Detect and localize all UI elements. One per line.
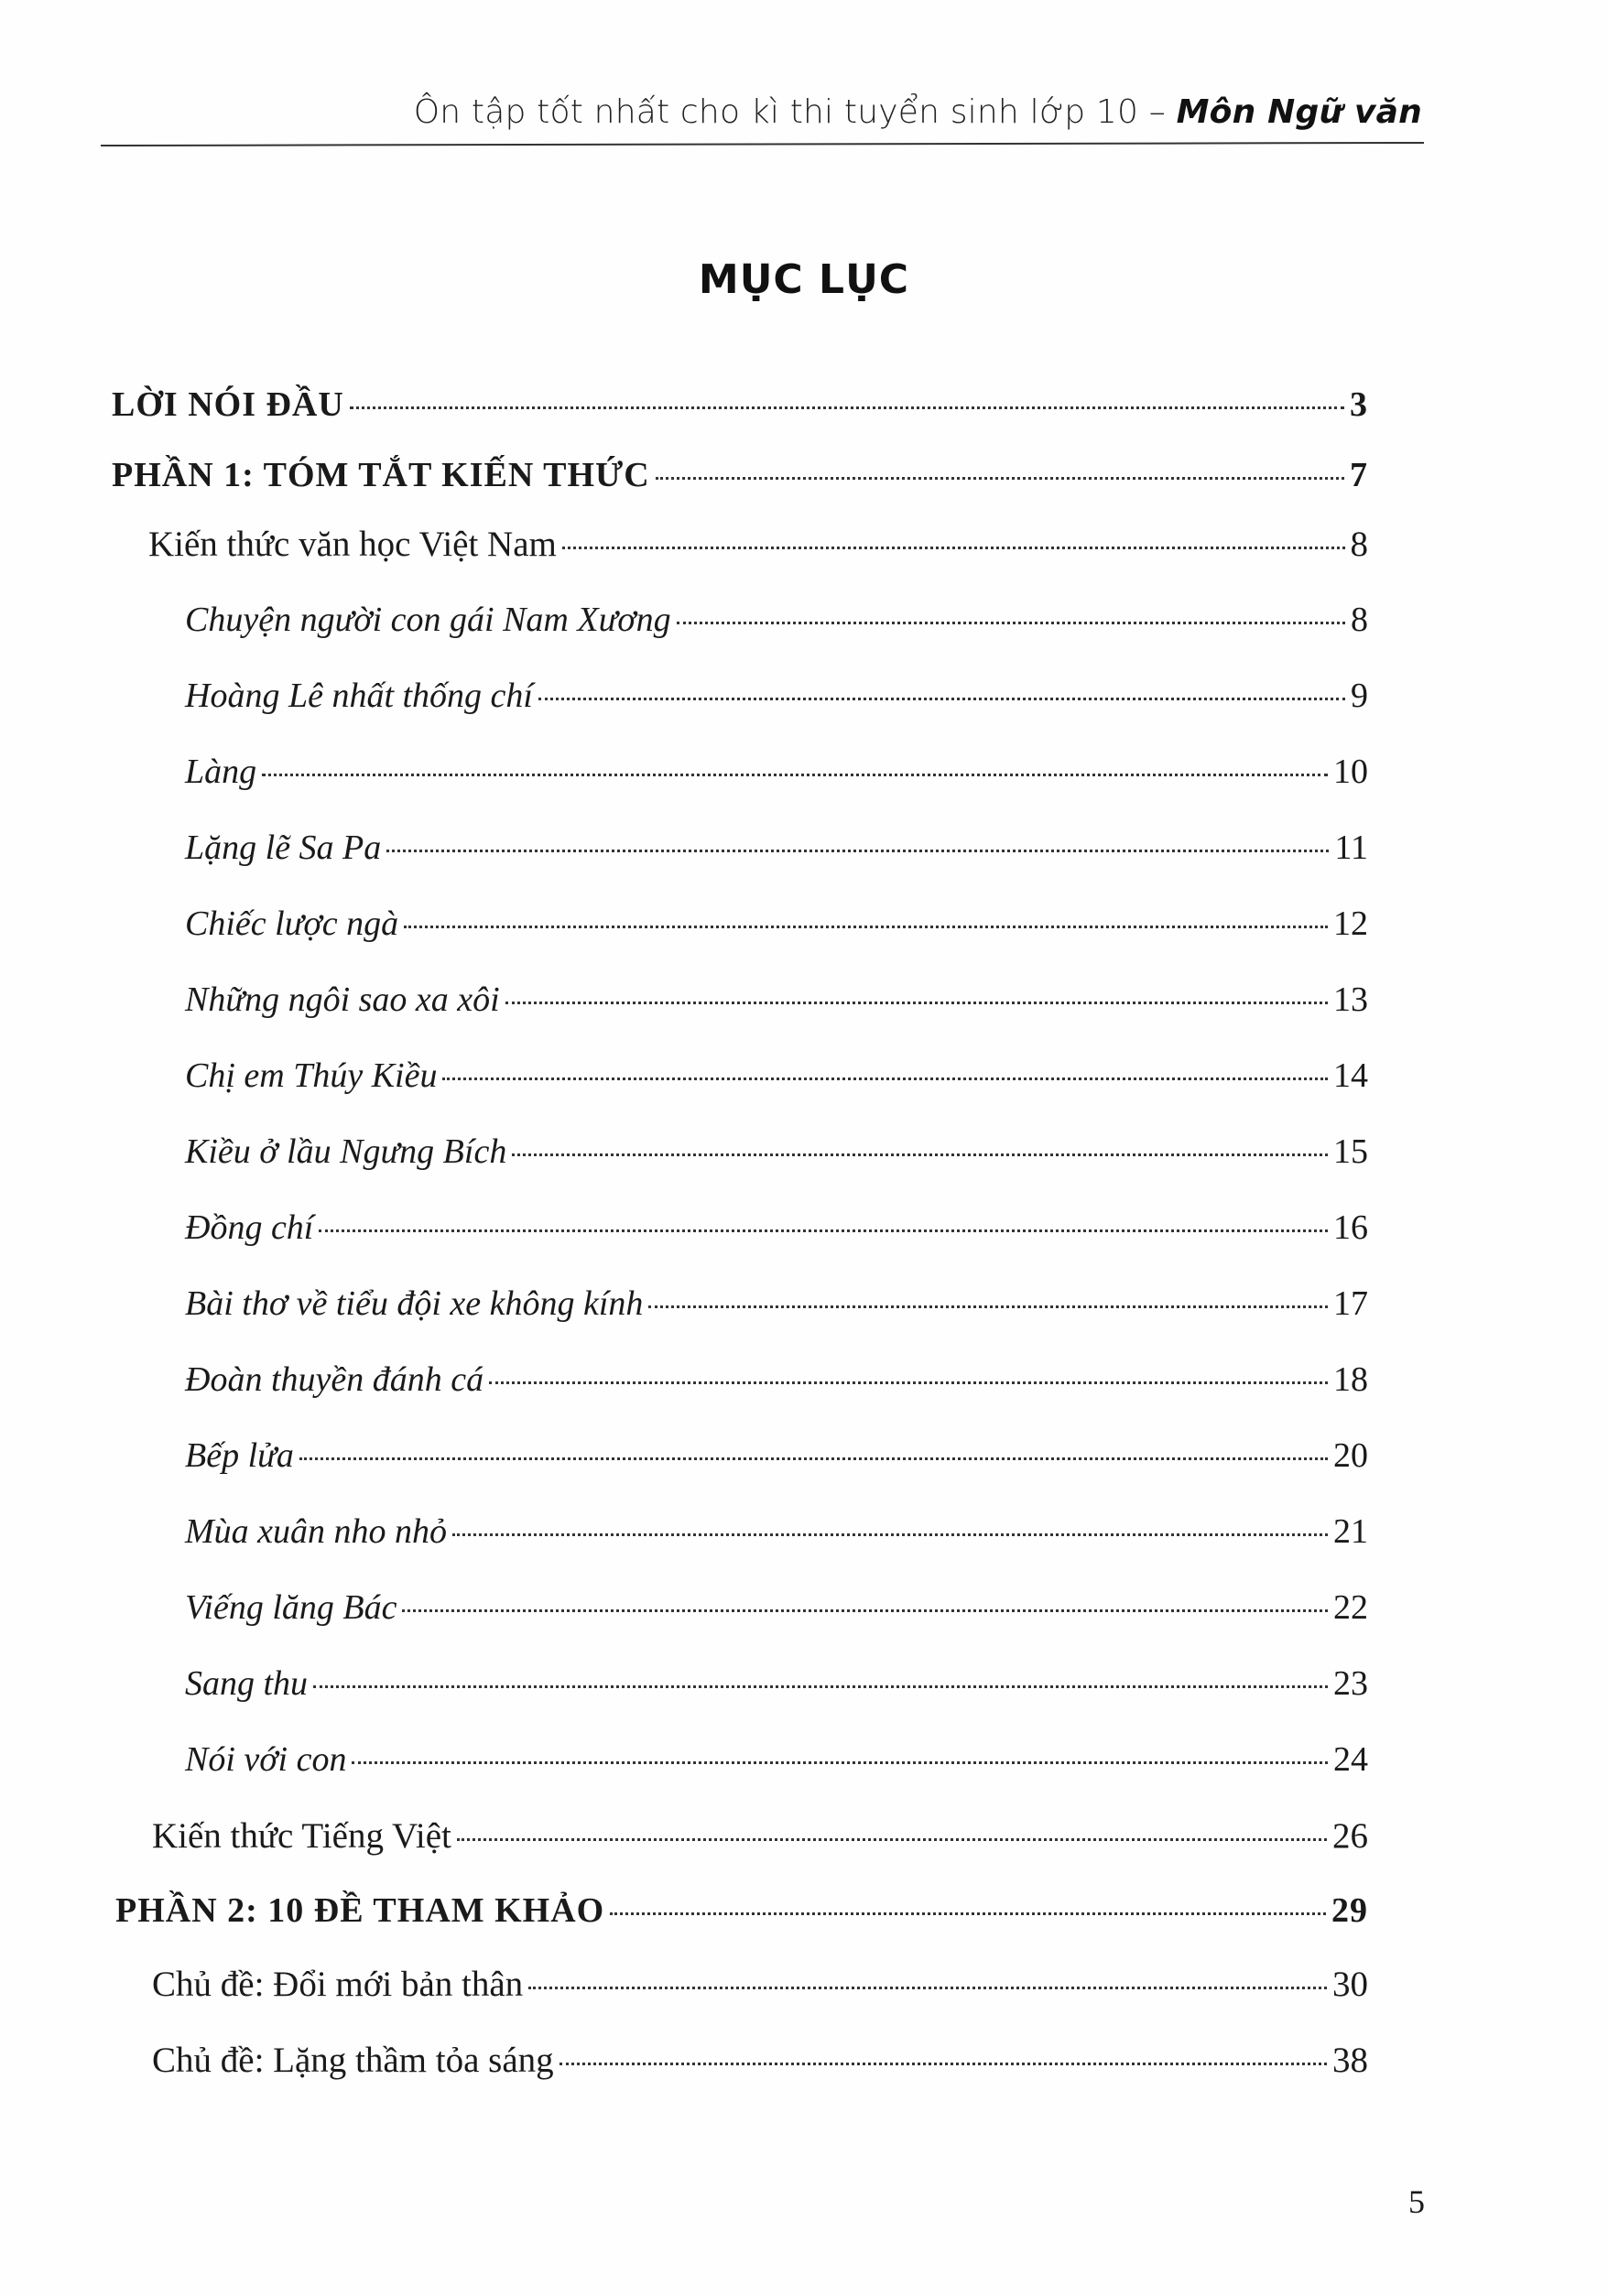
- toc-item-page: 13: [1333, 980, 1368, 1019]
- toc-item[interactable]: [185, 1739, 1368, 1780]
- toc-item-label: Nói với con: [185, 1740, 347, 1779]
- dot-leader: [262, 774, 1328, 776]
- toc-item[interactable]: [185, 676, 1368, 716]
- toc-item[interactable]: [185, 1056, 1368, 1096]
- toc-item[interactable]: [185, 600, 1368, 640]
- toc-entry-page: 8: [1350, 525, 1368, 564]
- toc-item-label: Những ngôi sao xa xôi: [185, 980, 500, 1019]
- toc-item-page: 9: [1351, 677, 1368, 715]
- toc-entry-page: 26: [1332, 1816, 1368, 1856]
- header-separator: –: [1138, 93, 1177, 131]
- dot-leader: [386, 850, 1329, 852]
- toc-item-label: Lặng lẽ Sa Pa: [185, 829, 382, 867]
- dot-leader: [313, 1685, 1328, 1688]
- toc-item-label: Bếp lửa: [185, 1436, 294, 1475]
- toc-item-label: Viếng lăng Bác: [185, 1588, 397, 1627]
- toc-entry-topic[interactable]: [152, 1964, 1368, 2005]
- toc-entry-label: PHẦN 1: TÓM TẮT KIẾN THỨC: [112, 456, 650, 494]
- toc-item-page: 23: [1333, 1664, 1368, 1703]
- toc-item-page: 15: [1333, 1132, 1368, 1171]
- dot-leader: [505, 1002, 1328, 1004]
- toc-item-label: Chiếc lược ngà: [185, 904, 399, 943]
- toc-entry-topic[interactable]: [152, 2040, 1368, 2081]
- toc-item-page: 24: [1333, 1740, 1368, 1779]
- toc-item-page: 14: [1333, 1056, 1368, 1095]
- toc-item-page: 18: [1333, 1360, 1368, 1399]
- dot-leader: [352, 1761, 1328, 1764]
- dot-leader: [656, 477, 1344, 480]
- toc-item-label: Bài thơ về tiểu đội xe không kính: [185, 1284, 644, 1323]
- toc-entry-page: 30: [1332, 1965, 1368, 2004]
- toc-item[interactable]: [185, 1663, 1368, 1704]
- header-book-title: Ôn tập tốt nhất cho kì thi tuyển sinh lớp 10: [413, 93, 1139, 131]
- toc-entry-label: Kiến thức văn học Việt Nam: [148, 525, 557, 564]
- toc-item-page: 20: [1333, 1436, 1368, 1475]
- dot-leader: [489, 1381, 1328, 1384]
- toc-entry-label: Kiến thức Tiếng Việt: [152, 1816, 451, 1856]
- toc-item-page: 21: [1333, 1512, 1368, 1551]
- toc-entry-label: PHẦN 2: 10 ĐỀ THAM KHẢO: [115, 1891, 605, 1930]
- dot-leader: [562, 547, 1345, 549]
- toc-item[interactable]: [185, 1208, 1368, 1248]
- toc-entry-label: Chủ đề: Đổi mới bản thân: [152, 1965, 524, 2004]
- toc-item[interactable]: [185, 828, 1368, 868]
- dot-leader: [350, 406, 1344, 409]
- header-subject: Môn Ngữ văn: [1176, 93, 1422, 131]
- dot-leader: [402, 1609, 1328, 1612]
- toc-item[interactable]: [185, 1435, 1368, 1476]
- dot-leader: [610, 1912, 1326, 1915]
- toc-entry-literature[interactable]: [148, 524, 1368, 565]
- toc-entry-part-2[interactable]: [115, 1890, 1368, 1931]
- toc-item-page: 22: [1333, 1588, 1368, 1627]
- toc-item[interactable]: [185, 1283, 1368, 1324]
- toc-item-label: Chị em Thúy Kiều: [185, 1056, 438, 1095]
- dot-leader: [648, 1305, 1328, 1308]
- dot-leader: [442, 1078, 1328, 1080]
- toc-item[interactable]: [185, 752, 1368, 792]
- toc-entry-page: 38: [1332, 2041, 1368, 2080]
- toc-item[interactable]: [185, 1132, 1368, 1172]
- dot-leader: [560, 2063, 1327, 2065]
- toc-item-label: Đồng chí: [185, 1208, 314, 1247]
- toc-entry-preface[interactable]: [112, 384, 1368, 425]
- toc-entry-page: 7: [1350, 456, 1368, 494]
- toc-item[interactable]: [185, 980, 1368, 1020]
- toc-item[interactable]: [185, 1359, 1368, 1400]
- page-title: MỤC LỤC: [698, 256, 910, 303]
- toc-item-label: Sang thu: [185, 1664, 309, 1703]
- toc-entry-label: LỜI NÓI ĐẦU: [112, 385, 344, 424]
- toc-item-page: 10: [1333, 753, 1368, 791]
- dot-leader: [452, 1533, 1328, 1536]
- dot-leader: [512, 1153, 1328, 1156]
- dot-leader: [538, 698, 1345, 700]
- toc-item[interactable]: [185, 1587, 1368, 1628]
- toc-item-page: 17: [1333, 1284, 1368, 1323]
- toc-item-page: 11: [1334, 829, 1368, 867]
- dot-leader: [299, 1457, 1328, 1460]
- toc-entry-page: 29: [1331, 1891, 1368, 1930]
- dot-leader: [404, 926, 1328, 928]
- toc-item[interactable]: [185, 1511, 1368, 1552]
- toc-item-label: Làng: [185, 753, 257, 791]
- toc-entry-part-1[interactable]: [112, 455, 1368, 495]
- toc-item[interactable]: [185, 904, 1368, 944]
- dot-leader: [457, 1838, 1327, 1841]
- toc-item-page: 8: [1351, 601, 1368, 639]
- toc-entry-label: Chủ đề: Lặng thầm tỏa sáng: [152, 2041, 554, 2080]
- toc-item-label: Kiều ở lầu Ngưng Bích: [185, 1132, 507, 1171]
- toc-entry-page: 3: [1350, 385, 1368, 424]
- toc-item-label: Hoàng Lê nhất thống chí: [185, 677, 533, 715]
- toc-item-label: Đoàn thuyền đánh cá: [185, 1360, 484, 1399]
- toc-item-page: 16: [1333, 1208, 1368, 1247]
- toc-item-label: Chuyện người con gái Nam Xương: [185, 601, 671, 639]
- page-number: 5: [1408, 2183, 1425, 2220]
- dot-leader: [677, 622, 1345, 624]
- dot-leader: [319, 1229, 1328, 1232]
- toc-item-page: 12: [1333, 904, 1368, 943]
- toc-item-label: Mùa xuân nho nhỏ: [185, 1512, 448, 1551]
- dot-leader: [528, 1987, 1327, 1989]
- toc-entry-vietnamese[interactable]: [152, 1815, 1368, 1857]
